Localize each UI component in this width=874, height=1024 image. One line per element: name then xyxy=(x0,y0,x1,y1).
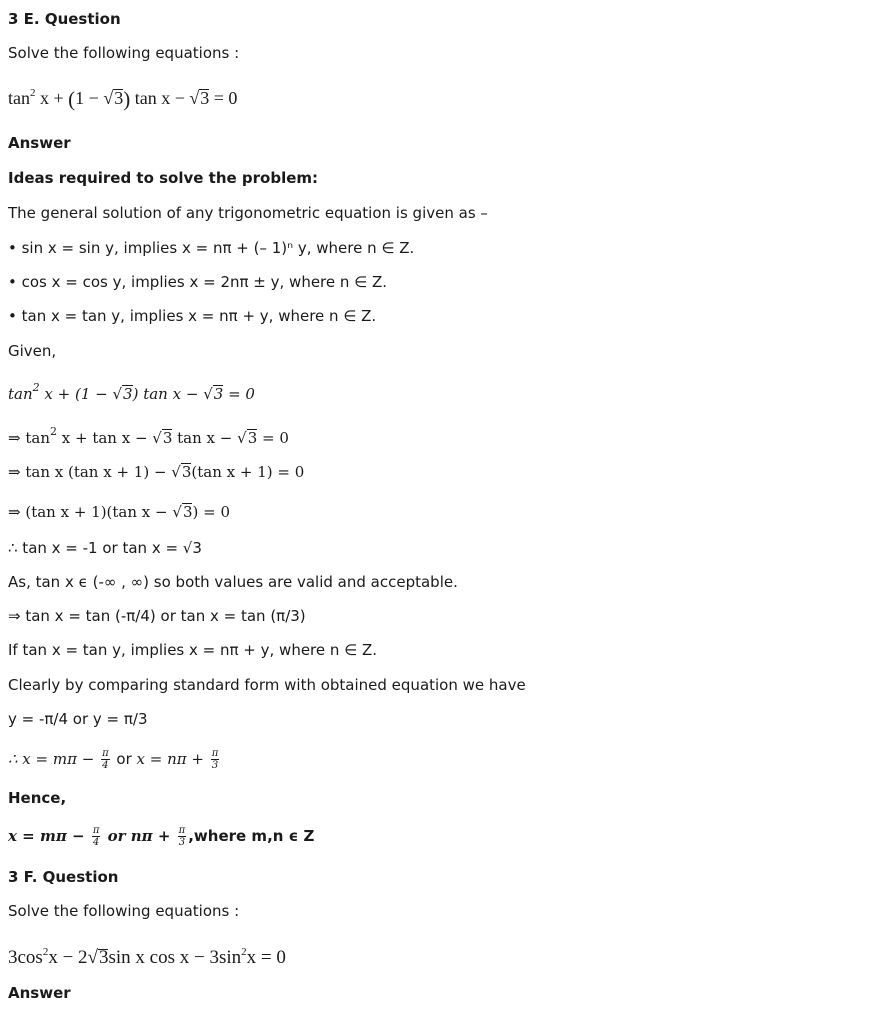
question-instruction: Solve the following equations : xyxy=(8,44,240,62)
range-note: As, tan x ϵ (-∞ , ∞) so both values are valid and acceptable. xyxy=(8,573,458,591)
bullet-sin: • sin x = sin y, implies x = nπ + (– 1)ⁿ y, where n ∈ Z. xyxy=(8,239,415,257)
question-equation: $\tan^2 x + (1 - √3)$ tan x − √3 = 0 xyxy=(8,87,238,111)
therefore-solution: ∴ x = mπ − $\frac{\pi}{4}$ or x = nπ + $\frac{\pi}{3}$ xyxy=(8,748,219,771)
hence-label: Hence, xyxy=(8,789,67,807)
answer-label-3f: Answer xyxy=(8,984,71,1002)
step-equation: $\tan^2 x + (1 - √3)$ tan x − √3 = 0 xyxy=(8,381,255,403)
answer-label: Answer xyxy=(8,134,71,152)
step-factor: ⇒ (tan x + 1)(tan x − √3) = 0 xyxy=(8,503,230,521)
question-equation-3f: $3\cos^2x - 2√3\sin$ x $\cos x - 3\sin^2x = 0$ xyxy=(8,946,286,968)
implies-tan: ⇒ tan x = tan (-π/4) or tan x = tan (π/3) xyxy=(8,607,306,625)
therefore-values: ∴ tan x = -1 or tan x = √3 xyxy=(8,539,202,557)
final-answer: x = mπ − $\frac{\pi}{4}$ or nπ + $\frac{\pi}{3}$ ,where m,n ϵ Z xyxy=(8,825,315,848)
y-values: y = -π/4 or y = π/3 xyxy=(8,710,148,728)
bullet-cos: • cos x = cos y, implies x = 2nπ ± y, where n ∈ Z. xyxy=(8,273,388,291)
general-text: The general solution of any trigonometric equation is given as – xyxy=(8,204,488,222)
bullet-tan: • tan x = tan y, implies x = nπ + y, where n ∈ Z. xyxy=(8,307,377,325)
step-group: ⇒ tan x (tan x + 1) − √3(tan x + 1) = 0 xyxy=(8,463,305,481)
question-title: 3 E. Question xyxy=(8,10,121,28)
step-expand: ⇒ $\tan^2 x + \tan x - √3$ tan x − √3 = 0 xyxy=(8,425,289,447)
comparing-note: Clearly by comparing standard form with obtained equation we have xyxy=(8,676,526,694)
question-instruction-3f: Solve the following equations : xyxy=(8,902,240,920)
general-rule: If tan x = tan y, implies x = nπ + y, where n ∈ Z. xyxy=(8,641,378,659)
question-title-3f: 3 F. Question xyxy=(8,868,119,886)
ideas-heading: Ideas required to solve the problem: xyxy=(8,169,319,187)
given-label: Given, xyxy=(8,342,57,360)
